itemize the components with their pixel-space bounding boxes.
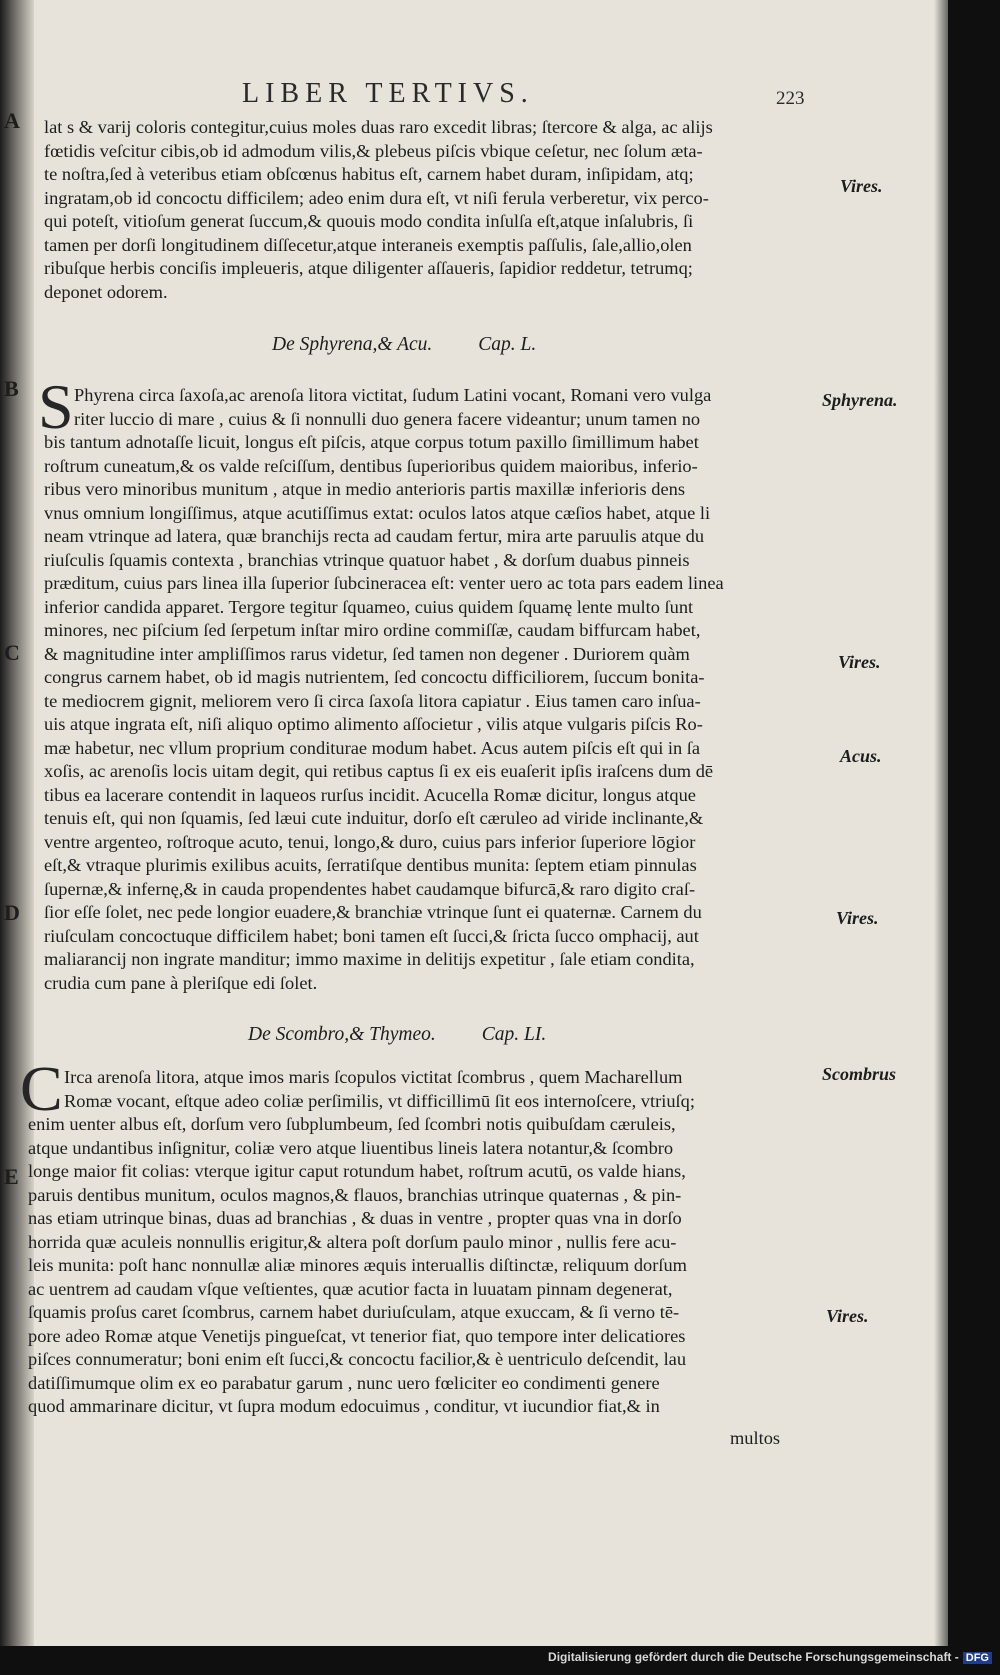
- text-line: & magnitudine inter ampliſſimos rarus videtur, ſed tamen non degener . Duriorem quàm: [44, 643, 690, 664]
- chapter-number: Cap. L.: [478, 334, 537, 355]
- section-letter-e: E: [4, 1164, 19, 1189]
- text-line: tenuis eſt, qui non ſquamis, ſed læui cute induitur, dorſo eſt cæruleo ad viride inclinante,&: [44, 808, 704, 828]
- text-line: leis munita: poſt hanc nonnullæ aliæ minores æquis interuallis diſtinctæ, reliquum dorſum: [28, 1255, 687, 1275]
- text-line: maliarancij non ingrate manditur; immo maxime in delitijs expetitur , ſale etiam condita,: [44, 949, 695, 969]
- chapter-heading-50: [272, 334, 832, 356]
- text-line: riuſculam concoctuque difficilem habet; boni tamen eſt ſucci,& ſricta ſucco omphacij, aut: [44, 925, 699, 946]
- text-line: te mediocrem gignit, meliorem vero ſi circa ſaxoſa litora capiatur . Eius tamen caro inſua-: [44, 690, 701, 711]
- page-edge-shadow: [934, 0, 948, 1646]
- text-line: tamen per dorſi longitudinem diſſecetur,atque interaneis exemptis paſſulis, ſale,allio,olen: [44, 234, 692, 255]
- chapter-number: Cap. LI.: [481, 1024, 547, 1045]
- margin-note-vires: Vires.: [836, 908, 879, 928]
- chapter-title: De Sphyrena,& Acu.: [272, 334, 433, 355]
- credit-text: Digitalisierung gefördert durch die Deutsche Forschungsgemeinschaft -: [548, 1650, 959, 1664]
- text-line: vnus omnium longiſſimus, atque acutiſſimus extat: oculos latos atque cæſios habet, atque li: [44, 502, 711, 523]
- text-line: horrida quæ aculeis nonnullis erigitur,& altera poſt dorſum paulo minor , nullis fere acu-: [28, 1231, 677, 1252]
- margin-note-scombrus: Scombrus: [822, 1064, 897, 1084]
- opening-paragraph: [44, 116, 814, 304]
- margin-note-vires: Vires.: [840, 176, 883, 196]
- text-line: ventre argenteo, roſtroque acuto, tenui, longo,& duro, cuius pars inferior ſuperiore lōgior: [44, 831, 696, 852]
- text-line: xoſis, ac arenoſis locis uitam degit, qui retibus captus ſi ex eis euaſerit ipſis iraſcens dum dē: [44, 761, 714, 781]
- section-letter-b: B: [4, 376, 19, 401]
- text-line: ribuſque herbis conciſis impleueris, atque diligenter aſſaueris, ſapidior reddetur, tetrumq;: [44, 258, 693, 278]
- dropcap-c: C: [20, 1053, 63, 1124]
- text-line: ingratam,ob id concoctu difficilem; adeo enim dura eſt, vt niſi ferula verberetur, vix perco-: [44, 187, 709, 208]
- text-line: riuſculis ſquamis contexta , branchias vtrinque quatuor habet , & dorſum duabus pinneis: [44, 549, 690, 570]
- text-line: paruis dentibus munitum, oculos magnos,& flauos, branchias utrinque quaternas , & pin-: [28, 1184, 682, 1205]
- text-line: ac uentrem ad caudam vſque veſtientes, quæ acutior facta in luuatam pinnam degenerat,: [28, 1278, 673, 1299]
- text-line: ſupernæ,& infernę,& in cauda propendentes habet caudamque bifurcā,& raro digito craſ-: [44, 878, 696, 899]
- text-line: ſior eſſe ſolet, nec pede longior euadere,& branchiæ vtrinque ſunt ei quaternæ. Carnem du: [44, 902, 702, 922]
- text-line: fœtidis veſcitur cibis,ob id admodum vilis,& plebeus piſcis vbique ceſetur, nec ſolum æta-: [44, 140, 703, 161]
- text-line: congrus carnem habet, ob id magis nutrientem, ſed concoctu difficiliorem, ſuccum bonita-: [44, 667, 705, 687]
- margin-note-acus: Acus.: [840, 746, 882, 766]
- catchword: multos: [730, 1428, 781, 1448]
- margin-note-sphyrena: Sphyrena.: [822, 390, 898, 410]
- section-letter-d: D: [4, 900, 20, 925]
- text-line: longe maior fit colias: vterque igitur caput rotundum habet, roſtrum acutū, os valde hians,: [28, 1161, 686, 1181]
- margin-note-vires: Vires.: [826, 1306, 869, 1326]
- text-line: inferior candida apparet. Tergore tegitur ſquameo, cuius quidem ſquamę lente multo ſunt: [44, 596, 694, 617]
- text-line: qui poteſt, vitioſum generat ſuccum,& quouis modo condita inſulſa eſt,atque inſalubris, ſi: [44, 211, 694, 231]
- text-line: enim uenter albus eſt, dorſum vero ſubplumbeum, ſed ſcombri notis quibuſdam cæruleis,: [28, 1114, 676, 1134]
- text-line: mæ habetur, nec vllum proprium conditurae modum habet. Acus autem piſcis eſt qui in ſa: [44, 737, 701, 758]
- text-line: crudia cum pane à pleriſque edi ſolet.: [44, 972, 318, 993]
- chapter-title: De Scombro,& Thymeo.: [248, 1024, 436, 1045]
- text-line: piſces connumeratur; boni enim eſt ſucci,& concoctu facilior,& è uentriculo deſcendit, lau: [28, 1349, 687, 1369]
- text-line: ſquamis proſus caret ſcombrus, carnem habet duriuſculam, atque exuccam, & ſi verno tē-: [28, 1302, 680, 1322]
- dfg-logo: DFG: [963, 1652, 992, 1664]
- chapter-heading-51: [248, 1024, 808, 1046]
- chapter-50-text: [44, 384, 814, 995]
- text-line: quod ammarinare dicitur, vt ſupra modum edocuimus , conditur, vt iucundior fiat,& in: [28, 1396, 660, 1416]
- text-line: neam vtrinque ad latera, quæ branchijs recta ad caudam fertur, mira arte paruulis atque du: [44, 526, 705, 546]
- dropcap-s: S: [38, 371, 74, 442]
- text-line: pore adeo Romæ atque Venetijs pingueſcat, vt tenerior fiat, quo tempore inter delicatiores: [28, 1325, 686, 1346]
- margin-note-vires: Vires.: [838, 652, 881, 672]
- text-line: minores, nec piſcium ſed ſerpetum inſtar miro ordine commiſſæ, caudam biffurcam habet,: [44, 620, 701, 640]
- text-line: Phyrena circa ſaxoſa,ac arenoſa litora victitat, ſudum Latini vocant, Romani vero vulga: [74, 385, 712, 405]
- text-line: nas etiam utrinque binas, duas ad branchias , & duas in ventre , propter quas vna in dorſo: [28, 1208, 682, 1228]
- text-line: bis tantum adnotaſſe licuit, longus eſt piſcis, atque corpus totum paxillo ſimillimum habet: [44, 432, 699, 452]
- text-line: te noſtra,ſed à veteribus etiam obſcœnus habitus eſt, carnem habet duram, inſipidam, atq;: [44, 164, 694, 184]
- section-letter-a: A: [4, 108, 20, 133]
- text-line: uis atque ingrata eſt, niſi aliquo optimo alimento aſſocietur , vilis atque vulgaris piſcis Ro-: [44, 714, 703, 734]
- text-line: roſtrum cuneatum,& os valde reſciſſum, dentibus ſuperioribus quidem maioribus, inferio-: [44, 455, 698, 476]
- text-line: deponet odorem.: [44, 281, 168, 302]
- text-line: datiſſimumque olim ex eo parabatur garum , nunc uero fœliciter eo condimenti genere: [28, 1372, 660, 1393]
- text-line: eſt,& vtraque plurimis exilibus acuits, ſerratiſque dentibus munita: ſeptem etiam pinnulas: [44, 855, 697, 875]
- section-letter-c: C: [4, 640, 20, 665]
- text-line: Irca arenoſa litora, atque imos maris ſcopulos victitat ſcombrus , quem Macharellum: [64, 1067, 683, 1087]
- text-line: tibus ea lacerare contendit in laqueos rurſus incidit. Acucella Romæ dicitur, longus atque: [44, 784, 696, 805]
- text-line: riter luccio di mare , cuius & ſi nonnulli duo genera facere videantur; unum tamen no: [74, 408, 701, 429]
- text-line: atque undantibus inſignitur, coliæ vero atque liuentibus lineis latera notantur,& ſcombro: [28, 1137, 674, 1158]
- running-head: LIBER TERTIVS.: [242, 78, 534, 109]
- text-line: ribus vero minoribus munitum , atque in medio anterioris partis maxillæ inferioris dens: [44, 479, 686, 499]
- chapter-51-text: [28, 1066, 798, 1419]
- text-line: præditum, cuius pars linea illa ſuperior ſubcineracea eſt: venter uero ac tota pars eadem linea: [44, 573, 724, 593]
- text-line: Romæ vocant, eſtque adeo coliæ perſimilis, vt difficillimū ſit eos internoſcere, vtriuſq;: [64, 1090, 695, 1111]
- page-number: 223: [776, 88, 805, 109]
- text-line: lat s & varij coloris contegitur,cuius moles duas raro excedit libras; ſtercore & alga, ac alijs: [44, 117, 713, 137]
- digitization-credit: [548, 1650, 992, 1664]
